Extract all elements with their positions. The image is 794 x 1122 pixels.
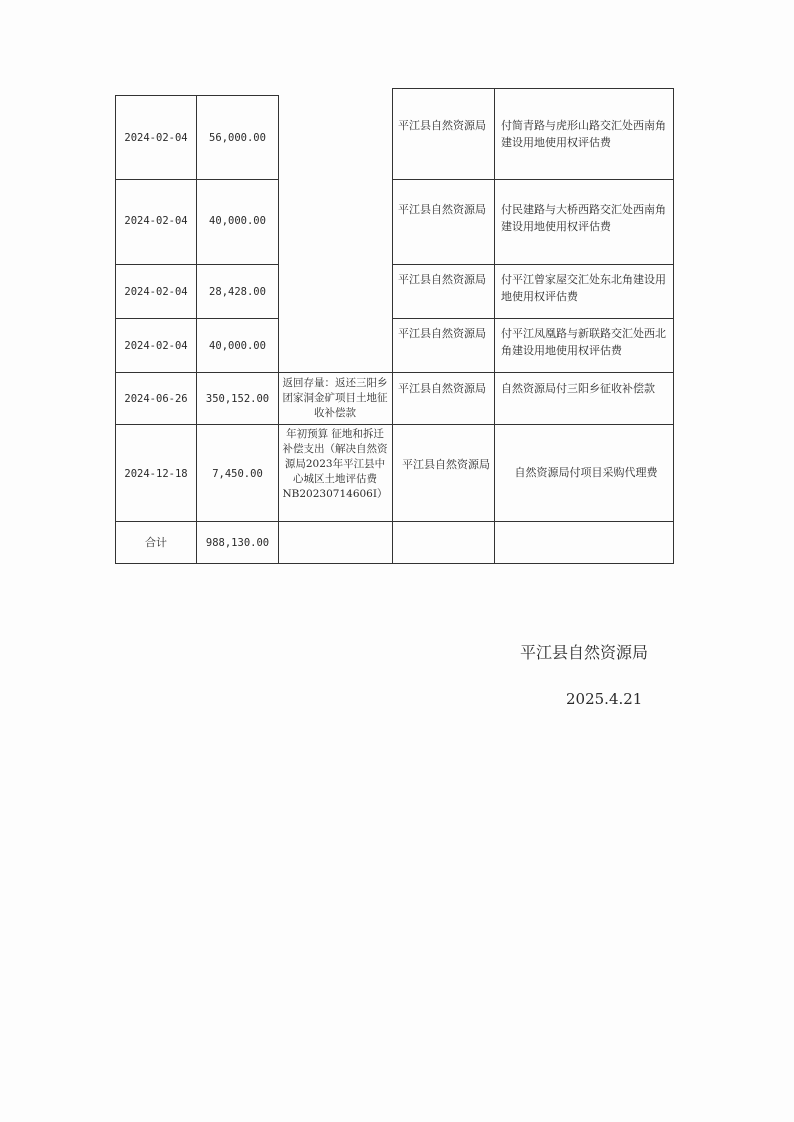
row-line [115, 179, 279, 180]
total-label: 合计 [145, 536, 167, 549]
row-line [392, 179, 674, 180]
row-line [115, 521, 674, 522]
total-amount: 988,130.00 [205, 537, 270, 549]
row-line [278, 372, 393, 373]
row-payee: 平江县自然资源局 [398, 203, 486, 216]
row-line [392, 264, 674, 265]
row-amount: 350,152.00 [205, 393, 270, 405]
col-line [494, 88, 495, 564]
col-line [278, 95, 279, 564]
row-line [392, 318, 674, 319]
row-payee: 平江县自然资源局 [398, 327, 486, 340]
row-purpose: 付民建路与大桥西路交汇处西南角建设用地使用权评估费 [501, 203, 666, 233]
row-note: 返回存量：返还三阳乡团家洞金矿项目土地征收补偿款 [282, 377, 388, 419]
row-line [115, 563, 674, 564]
col-line [196, 95, 197, 564]
row-line [392, 88, 674, 89]
col-line [392, 88, 393, 564]
row-line [115, 372, 279, 373]
row-note: 年初预算 征地和拆迁补偿支出（解决自然资源局2023年平江县中心城区土地评估费NB20230714606I） [282, 428, 388, 500]
row-date: 2024-12-18 [124, 468, 188, 480]
row-amount: 28,428.00 [209, 286, 266, 298]
row-date: 2024-02-04 [124, 286, 188, 298]
signature-date: 2025.4.21 [566, 690, 643, 708]
col-line [673, 88, 674, 564]
row-date: 2024-02-04 [124, 340, 188, 352]
row-line [115, 424, 674, 425]
row-line [392, 372, 674, 373]
row-purpose: 付平江凤凰路与新联路交汇处西北角建设用地使用权评估费 [501, 327, 666, 357]
row-line [115, 95, 279, 96]
row-amount: 40,000.00 [209, 340, 266, 352]
row-payee: 平江县自然资源局 [402, 458, 490, 471]
row-date: 2024-06-26 [124, 393, 188, 405]
row-purpose: 付简青路与虎形山路交汇处西南角建设用地使用权评估费 [501, 119, 666, 149]
row-payee: 平江县自然资源局 [398, 119, 486, 132]
row-amount: 7,450.00 [212, 468, 263, 480]
signature-org: 平江县自然资源局 [520, 643, 649, 662]
row-purpose: 自然资源局付三阳乡征收补偿款 [501, 382, 655, 395]
row-line [115, 318, 279, 319]
row-payee: 平江县自然资源局 [398, 382, 486, 395]
row-payee: 平江县自然资源局 [398, 273, 486, 286]
row-purpose: 自然资源局付项目采购代理费 [514, 466, 658, 479]
col-line [115, 95, 116, 564]
row-purpose: 付平江曾家屋交汇处东北角建设用地使用权评估费 [501, 273, 666, 303]
row-amount: 40,000.00 [209, 215, 266, 227]
row-date: 2024-02-04 [124, 215, 188, 227]
row-amount: 56,000.00 [209, 132, 266, 144]
row-date: 2024-02-04 [124, 132, 188, 144]
row-line [115, 264, 279, 265]
